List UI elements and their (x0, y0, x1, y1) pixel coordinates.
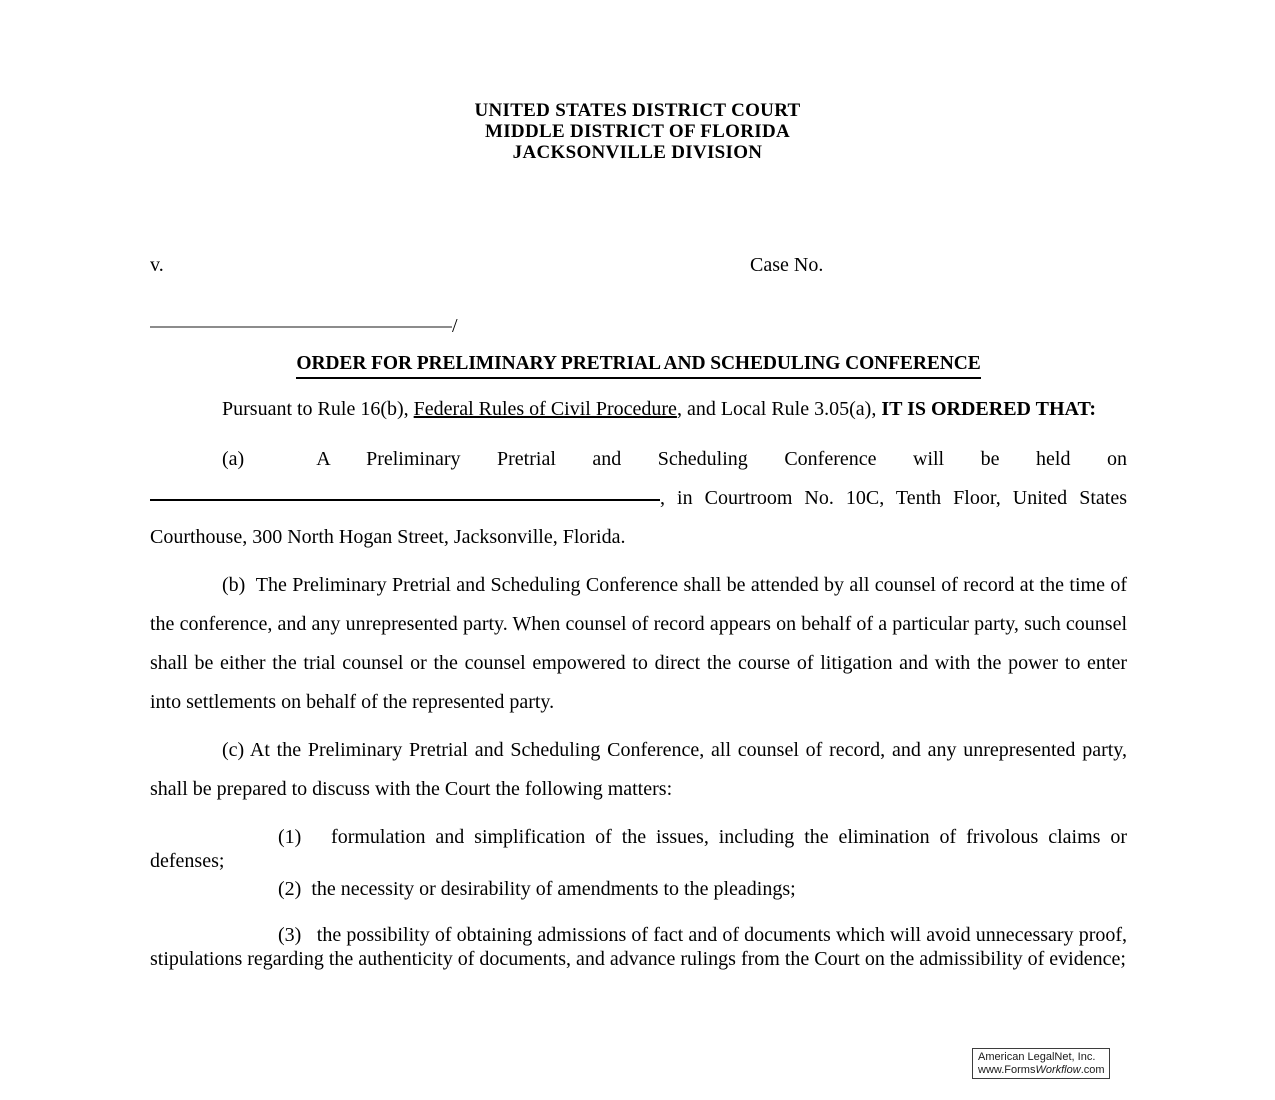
sub-item-3-label: (3) (278, 924, 302, 946)
document-title-text: ORDER FOR PRELIMINARY PRETRIAL AND SCHEDULING CONFERENCE (296, 352, 980, 379)
conference-date-blank[interactable] (150, 499, 660, 501)
legalnet-watermark (972, 1048, 1110, 1079)
intro-text-before: Pursuant to Rule 16(b), (222, 398, 414, 420)
caption-divider-rule (150, 326, 452, 328)
watermark-url-prefix: www.Forms (978, 1063, 1036, 1076)
case-caption (150, 253, 1127, 343)
sub-item-3-text: the possibility of obtaining admissions of fact and of documents which will avoid unnecessary proof, stipulations regarding the authenticity of documents, and advance rulings from the Court on the admissibility of evidence; (150, 924, 1128, 970)
paragraph-c-text: At the Preliminary Pretrial and Scheduling Conference, all counsel of record, and any unrepresented party, shall be prepared to discuss with the Court the following matters: (150, 739, 1127, 800)
watermark-url (978, 1064, 1105, 1077)
intro-text-after: , and Local Rule 3.05(a), (676, 398, 882, 420)
paragraph-c (150, 731, 1127, 809)
paragraph-a-text-1: A Preliminary Pretrial and Scheduling Conference will be held on (316, 448, 1127, 470)
case-number-label: Case No. (750, 254, 824, 276)
paragraph-b (150, 566, 1127, 722)
versus-label: v. (150, 254, 164, 276)
watermark-url-italic: Workflow (1035, 1063, 1081, 1076)
caption-slash: / (452, 315, 458, 337)
paragraph-a-text-2: , in Courtroom No. 10C, Tenth Floor, United States Courthouse, 300 North Hogan Street, Jacksonville, Florida. (150, 487, 1127, 548)
caption-row (150, 253, 1127, 277)
document-body (150, 390, 1127, 971)
sub-item-3 (150, 923, 1127, 971)
court-division-line: JACKSONVILLE DIVISION (512, 142, 763, 163)
sub-item-1 (150, 825, 1127, 873)
court-district-line: MIDDLE DISTRICT OF FLORIDA (485, 121, 790, 142)
sub-item-2 (150, 877, 1127, 901)
sub-item-1-label: (1) (278, 826, 302, 848)
intro-paragraph (150, 390, 1127, 429)
court-header (0, 100, 1275, 163)
caption-divider (150, 315, 470, 337)
paragraph-c-label: (c) (222, 739, 245, 761)
watermark-company: American LegalNet, Inc. (978, 1051, 1096, 1063)
sub-item-2-text: the necessity or desirability of amendments to the pleadings; (311, 878, 796, 900)
paragraph-b-label: (b) (222, 574, 246, 596)
it-is-ordered-that: IT IS ORDERED THAT: (881, 398, 1096, 420)
sub-item-2-label: (2) (278, 878, 302, 900)
paragraph-a (150, 440, 1127, 557)
paragraph-b-text: The Preliminary Pretrial and Scheduling Conference shall be attended by all counsel of record at the time of the conference, and any unrepresented party. When counsel of record appears on behalf of a particular party, such counsel shall be either the trial counsel or the counsel empowered to direct the course of litigation and with the power to enter into settlements on behalf of the represented party. (150, 574, 1127, 713)
paragraph-a-label: (a) (222, 448, 245, 470)
court-name-line: UNITED STATES DISTRICT COURT (474, 100, 801, 121)
sub-item-1-text: formulation and simplification of the issues, including the elimination of frivolous claims or defenses; (150, 826, 1127, 872)
document-title (150, 352, 1127, 379)
watermark-url-suffix: .com (1080, 1063, 1105, 1076)
rules-citation: Federal Rules of Civil Procedure (413, 398, 677, 420)
